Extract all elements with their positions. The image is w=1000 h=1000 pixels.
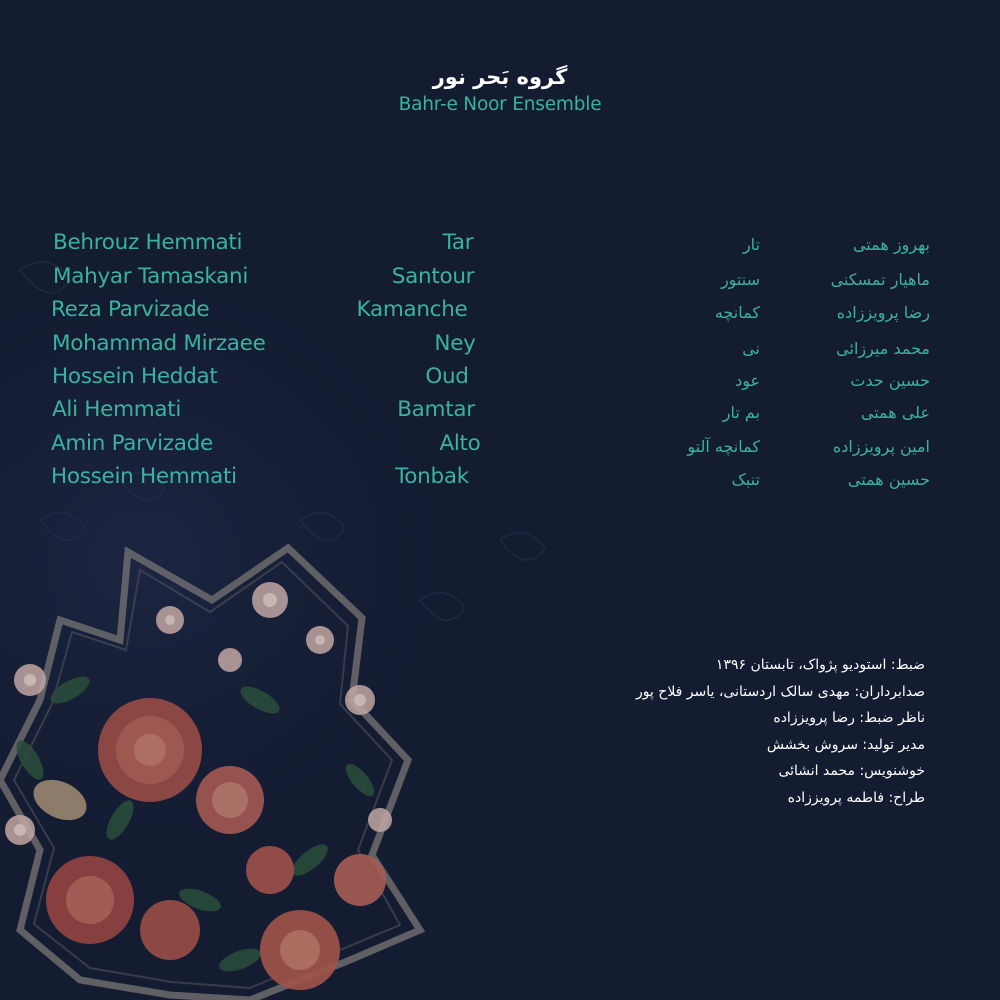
musician-name-fa: ماهیار تمسکنی bbox=[830, 270, 930, 289]
credit-recording: ضبط: استودیو پژواک، تابستان ۱۳۹۶ bbox=[715, 657, 925, 673]
instrument-fa: بم تار bbox=[722, 403, 760, 422]
credit-sound-engineers: صدابرداران: مهدی سالک اردستانی، یاسر فلاح پور bbox=[635, 683, 925, 700]
instrument-fa: تار bbox=[742, 235, 760, 254]
musician-name-fa: محمد میرزائی bbox=[836, 339, 930, 358]
ensemble-title-persian: گروه بَحر نور bbox=[432, 65, 568, 89]
instrument-fa: کمانچه آلتو bbox=[687, 437, 760, 456]
instrument-fa: کمانچه bbox=[714, 303, 760, 322]
musician-name-en: Mahyar Tamaskani bbox=[53, 264, 249, 289]
instrument-en: Alto bbox=[439, 431, 481, 456]
credit-calligrapher: خوشنویس: محمد انشائی bbox=[778, 763, 925, 779]
ensemble-title-english: Bahr-e Noor Ensemble bbox=[398, 94, 602, 115]
instrument-en: Santour bbox=[391, 264, 475, 289]
musician-name-fa: رضا پرویززاده bbox=[836, 303, 930, 322]
musician-name-en: Ali Hemmati bbox=[52, 397, 182, 422]
instrument-fa: نی bbox=[742, 339, 760, 358]
musician-name-en: Hossein Heddat bbox=[52, 364, 218, 389]
instrument-en: Oud bbox=[425, 364, 469, 389]
musician-name-fa: علی همتی bbox=[860, 403, 930, 422]
credit-recording-supervisor: ناظر ضبط: رضا پرویززاده bbox=[773, 710, 925, 726]
instrument-fa: عود bbox=[735, 371, 760, 390]
instrument-fa: تنبک bbox=[731, 470, 760, 489]
musician-name-en: Hossein Hemmati bbox=[51, 464, 237, 489]
instrument-fa: سنتور bbox=[720, 270, 760, 289]
musician-name-en: Amin Parvizade bbox=[51, 431, 213, 456]
instrument-en: Kamanche bbox=[356, 297, 468, 322]
production-credits bbox=[636, 652, 925, 811]
musician-name-en: Reza Parvizade bbox=[51, 297, 210, 322]
musician-name-fa: حسین حدت bbox=[850, 371, 930, 390]
musician-name-fa: بهروز همتی bbox=[852, 235, 930, 254]
instrument-en: Bamtar bbox=[397, 397, 475, 422]
album-title-block bbox=[0, 62, 1000, 118]
musician-name-fa: حسین همتی bbox=[847, 470, 930, 489]
musician-name-en: Behrouz Hemmati bbox=[53, 230, 243, 255]
credit-production-manager: مدیر تولید: سروش بخشش bbox=[766, 736, 925, 753]
instrument-en: Ney bbox=[434, 331, 476, 356]
instrument-en: Tonbak bbox=[395, 464, 469, 489]
musician-name-fa: امین پرویززاده bbox=[832, 437, 930, 456]
musician-name-en: Mohammad Mirzaee bbox=[52, 331, 266, 356]
credit-designer: طراح: فاطمه پرویززاده bbox=[787, 789, 925, 806]
instrument-en: Tar bbox=[442, 230, 474, 255]
